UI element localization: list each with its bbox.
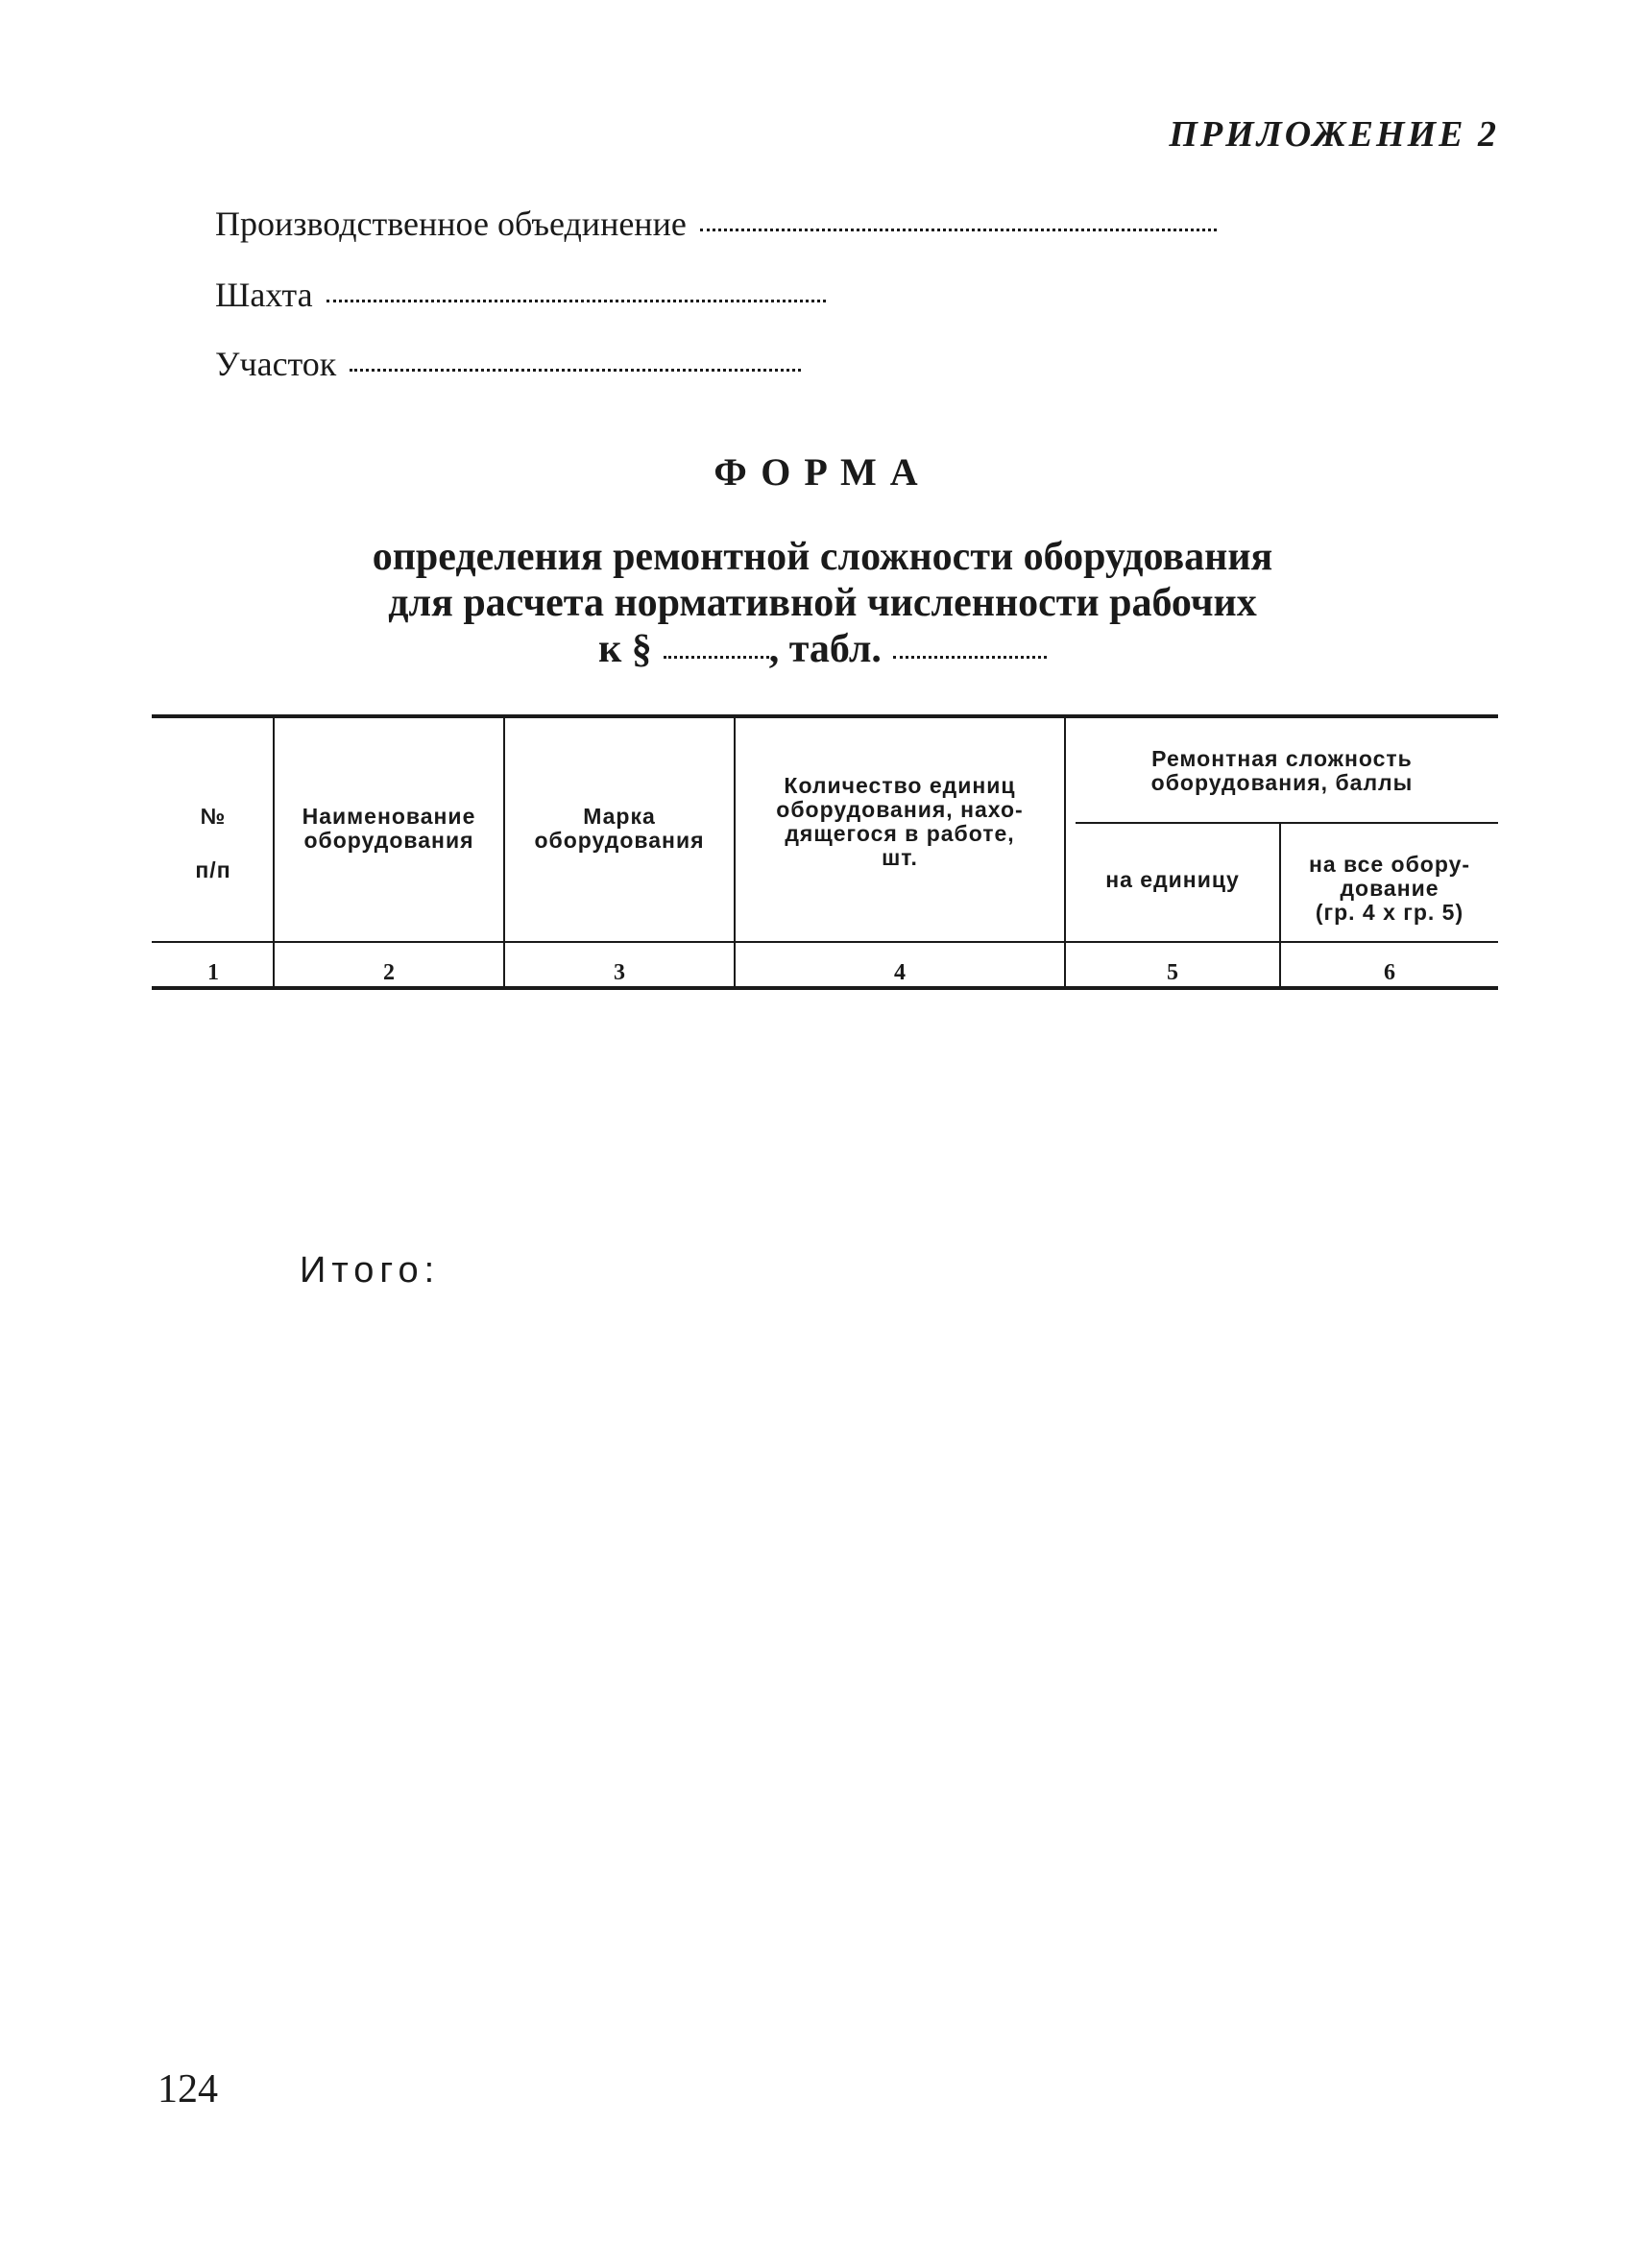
header-number: № п/п: [195, 804, 231, 882]
association-blank[interactable]: [700, 229, 1217, 231]
header-all-equipment: на все обору- дование (гр. 4 х гр. 5): [1308, 852, 1471, 925]
table-ref-label: , табл.: [768, 627, 882, 671]
column-number: 4: [894, 960, 906, 985]
header-bottom-rule: [152, 941, 1498, 943]
subtitle-line-1: определения ремонтной сложности оборудования: [372, 535, 1273, 579]
page-number: 124: [157, 2067, 218, 2111]
association-field: [215, 204, 1217, 244]
table-bottom-rule: [152, 986, 1498, 990]
column-number: 1: [207, 960, 219, 985]
group-header-rule: [1076, 822, 1498, 824]
column-divider: [273, 718, 275, 987]
mine-field: [215, 275, 826, 315]
column-divider: [503, 718, 505, 987]
header-unit-count: Количество единиц оборудования, нахо- дящегося в работе, шт.: [776, 773, 1024, 870]
paragraph-blank[interactable]: [664, 656, 769, 659]
column-number: 6: [1384, 960, 1395, 985]
table-blank[interactable]: [893, 656, 1047, 659]
appendix-label: ПРИЛОЖЕНИЕ 2: [1169, 114, 1499, 155]
total-label: Итого:: [300, 1250, 441, 1291]
column-number: 3: [614, 960, 625, 985]
subtitle-line-2: для расчета нормативной численности рабочих: [388, 581, 1257, 625]
mine-label: Шахта: [215, 276, 313, 314]
association-label: Производственное объединение: [215, 205, 687, 243]
table-top-rule: [152, 714, 1498, 718]
section-blank[interactable]: [350, 369, 801, 372]
header-per-unit: на единицу: [1105, 867, 1240, 892]
header-equipment-brand: Марка оборудования: [534, 804, 705, 853]
subtitle-line-3: [0, 626, 1645, 672]
column-number: 5: [1167, 960, 1178, 985]
column-number: 2: [383, 960, 395, 985]
mine-blank[interactable]: [327, 300, 826, 302]
section-field: [215, 344, 801, 384]
header-repair-complexity: Ремонтная сложность оборудования, баллы: [1150, 746, 1414, 795]
section-label: Участок: [215, 345, 337, 383]
header-equipment-name: Наименование оборудования: [302, 804, 476, 853]
paragraph-prefix: к §: [598, 627, 652, 671]
form-title: ФОРМА: [714, 450, 931, 494]
